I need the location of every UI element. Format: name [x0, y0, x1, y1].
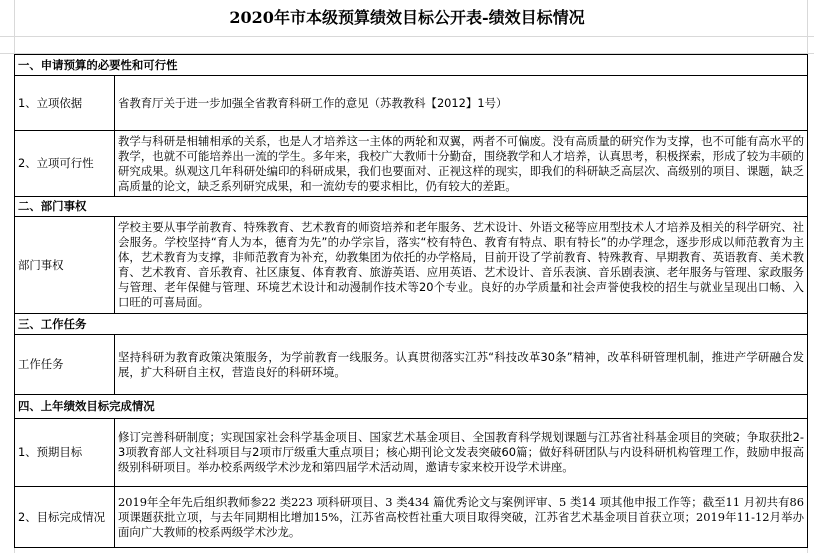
- section-heading[interactable]: 四、上年绩效目标完成情况: [15, 395, 808, 419]
- section-heading[interactable]: 三、工作任务: [15, 314, 808, 335]
- row-content[interactable]: 修订完善科研制度；实现国家社会科学基金项目、国家艺术基金项目、全国教育科学规划课题与江苏省社科基金项目的突破；争取获批2-3项教育部人文社科项目与2项市厅级重大重点项目；核心期刊论文发表突破60篇；做好科研团队与内设科研机构管理工作，鼓励申报高级别科研项目。举办校系两级学术沙龙和第四届学术活动周，邀请专家来校开设学术讲座。: [115, 419, 808, 487]
- section-row: [15, 395, 808, 419]
- row-content[interactable]: 教学与科研是相辅相承的关系，也是人才培养这一主体的两轮和双翼，两者不可偏废。没有高质量的研究作为支撑，也不可能有高水平的教学，也就不可能培养出一流的学生。多年来，我校广大教师十分勤奋，围绕教学和人才培养，认真思考，积极探索，形成了较为丰硕的研究成果。纵观这几年科研处编印的科研成果，我们也要面对、正视这样的现实，即我们的科研缺乏高层次、高级别的项目、课题，缺乏高质量的论文，缺乏系列研究成果，和一流幼专的要求相比，仍有较大的差距。: [115, 131, 808, 197]
- grid-line: [0, 36, 814, 37]
- section-heading[interactable]: 二、部门事权: [15, 197, 808, 217]
- table-row: [15, 419, 808, 487]
- row-label[interactable]: 2、目标完成情况: [15, 487, 115, 548]
- table-row: [15, 76, 808, 131]
- row-content[interactable]: 2019年全年先后组织教师参22 类223 项科研项目、3 类434 篇优秀论文与案例评审、5 类14 项其他申报工作等；截至11 月初共有86 项课题获批立项，与去年同期相比增加15%，江苏省高校哲社重大项目取得突破，江苏省艺术基金项目首获立项；2019年11-12月举办面向广大教师的校系两级学术沙龙。: [115, 487, 808, 548]
- page-title: 2020年市本级预算绩效目标公开表-绩效目标情况: [229, 8, 585, 27]
- section-row: [15, 314, 808, 335]
- row-label[interactable]: 1、立项依据: [15, 76, 115, 131]
- row-label[interactable]: 2、立项可行性: [15, 131, 115, 197]
- section-heading[interactable]: 一、申请预算的必要性和可行性: [15, 55, 808, 76]
- row-content[interactable]: 坚持科研为教育政策决策服务，为学前教育一线服务。认真贯彻落实江苏“科技改革30条”精神，改革科研管理机制，推进产学研融合发展，扩大科研自主权，营造良好的科研环境。: [115, 335, 808, 395]
- performance-goals-table: [14, 54, 808, 548]
- row-content[interactable]: 省教育厅关于进一步加强全省教育科研工作的意见（苏教教科【2012】1号）: [115, 76, 808, 131]
- section-row: [15, 55, 808, 76]
- row-content[interactable]: 学校主要从事学前教育、特殊教育、艺术教育的师资培养和老年服务、艺术设计、外语文秘等应用型技术人才培养及相关的科学研究、社会服务。学校坚持“育人为本，德育为先”的办学宗旨，落实“校有特色、教育有特点、职有特长”的办学理念，逐步形成以师范教育为主体，艺术教育为支撑，非师范教育为补充，幼教集团为依托的办学格局，目前开设了学前教育、特殊教育、早期教育、英语教育、美术教育、艺术教育、音乐教育、社区康复、体育教育、旅游英语、应用英语、艺术设计、音乐表演、音乐剧表演、老年服务与管理、家政服务与管理、老年保健与管理、环境艺术设计和动漫制作技术等20个专业。良好的办学质量和社会声誉使我校的招生与就业呈现出口畅、入口旺的可喜局面。: [115, 217, 808, 314]
- row-label[interactable]: 部门事权: [15, 217, 115, 314]
- row-label[interactable]: 1、预期目标: [15, 419, 115, 487]
- table-row: [15, 487, 808, 548]
- table-row: [15, 217, 808, 314]
- section-row: [15, 197, 808, 217]
- table-row: [15, 335, 808, 395]
- table-row: [15, 131, 808, 197]
- row-label[interactable]: 工作任务: [15, 335, 115, 395]
